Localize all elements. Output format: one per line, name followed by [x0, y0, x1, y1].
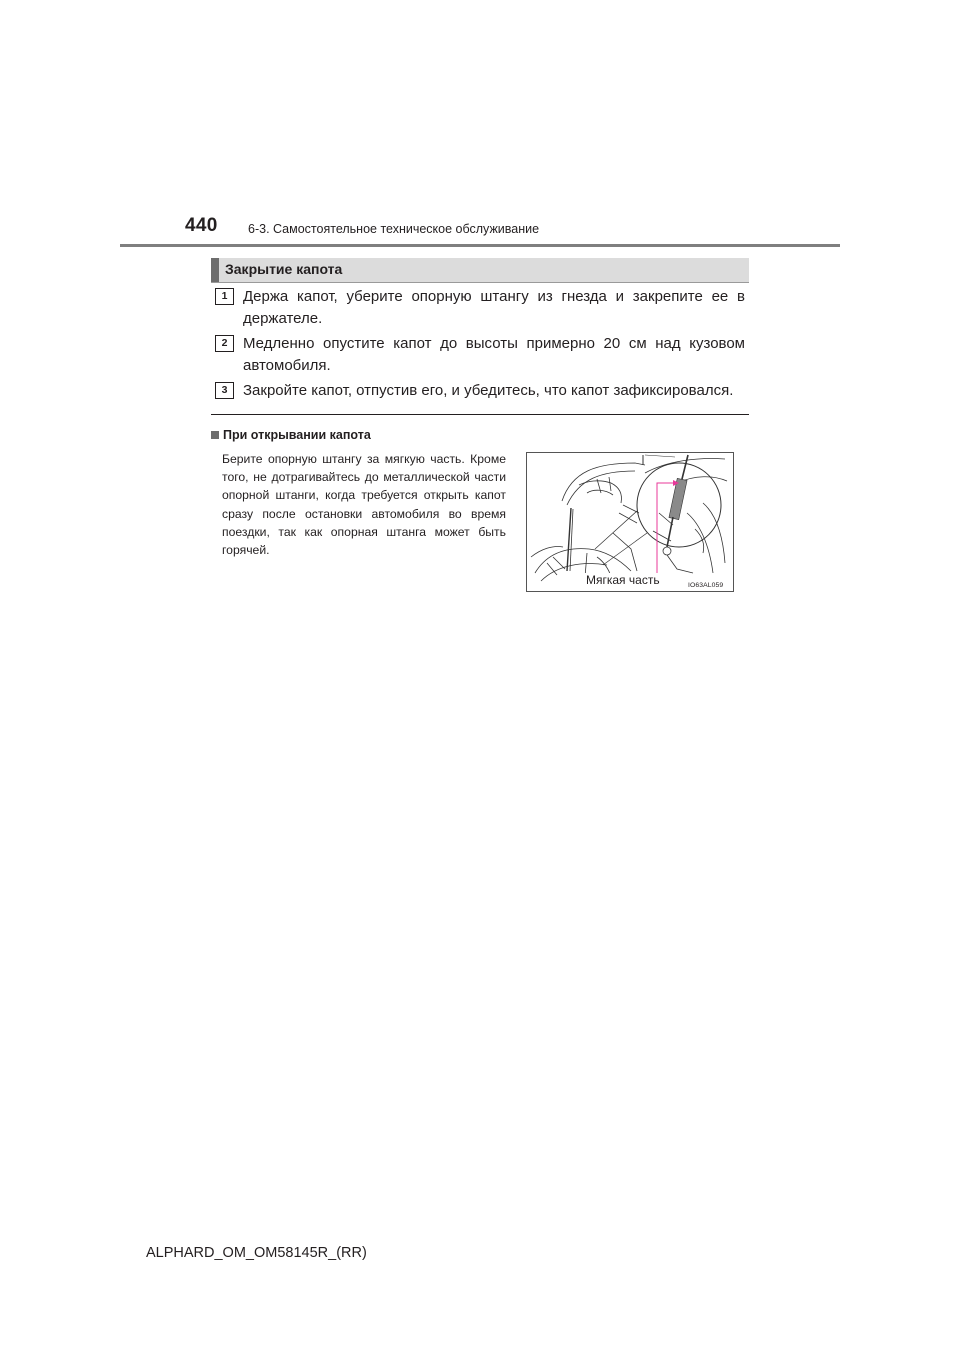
procedure-divider — [211, 414, 749, 415]
procedure-heading — [211, 258, 749, 283]
step-text-3: Закройте капот, отпустив его, и убедитесь, что капот зафиксировался. — [243, 382, 734, 399]
step-number-3: 3 — [215, 382, 234, 399]
square-bullet-icon — [211, 431, 219, 439]
step-number-1: 1 — [215, 288, 234, 305]
step-text-2: Медленно опустите капот до высоты примерно 20 см над кузовом автомобиля. — [243, 335, 745, 374]
note-heading — [211, 428, 371, 442]
page-number: 440 — [185, 215, 218, 236]
soft-part-label: Мягкая часть — [586, 573, 660, 587]
note-text: Берите опорную штангу за мягкую часть. Кроме того, не дотрагивайтесь до металлической части опорной штанги, когда требуется открыть капот сразу после остановки автомобиля во время поездки, так как опорная штанга может быть горячей. — [222, 452, 506, 558]
engine-bay-drawing — [527, 453, 733, 591]
section-title: 6-3. Самостоятельное техническое обслуживание — [248, 222, 540, 236]
note-heading-text: При открывании капота — [223, 428, 371, 442]
hood-support-illustration — [526, 452, 734, 592]
footer-doc-id: ALPHARD_OM_OM58145R_(RR) — [146, 1245, 367, 1261]
illustration-code: IO63AL059 — [688, 582, 724, 589]
heading-marker — [211, 258, 219, 282]
header-divider — [120, 244, 840, 247]
step-text-1: Держа капот, уберите опорную штангу из гнезда и закрепите ее в держателе. — [243, 288, 745, 327]
step-number-2: 2 — [215, 335, 234, 352]
procedure-title: Закрытие капота — [225, 261, 343, 277]
